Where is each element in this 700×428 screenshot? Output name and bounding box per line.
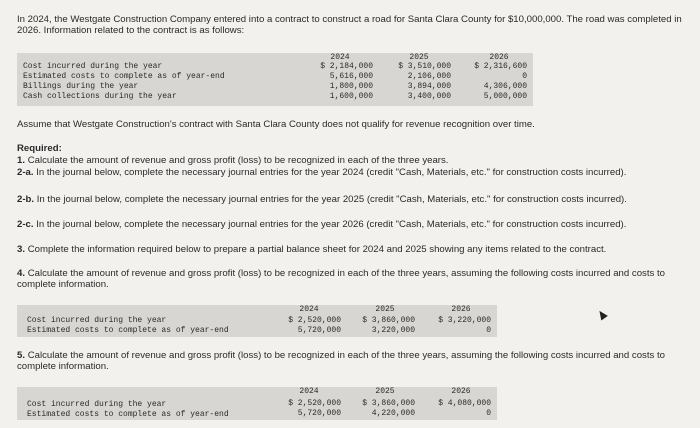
cell-value: 1,600,000 [329, 92, 373, 101]
row-label-cost-incurred: Cost incurred during the year [23, 62, 163, 71]
row-label-cost-incurred: Cost incurred during the year [27, 400, 167, 409]
cell-value: 5,720,000 [297, 409, 341, 418]
intro-paragraph: In 2024, the Westgate Construction Company entered into a contract to construct a road for Santa Clara County for $10,000,000. The road was completed in 2026. Information related to the contract is as follows: [17, 14, 682, 37]
mouse-pointer-icon [596, 309, 608, 321]
cell-value: 1,800,000 [329, 82, 373, 91]
assumption-text: Assume that Westgate Construction's contract with Santa Clara County does not qualify for revenue recognition over time. [17, 119, 535, 130]
cell-value: $ 3,510,000 [398, 62, 451, 71]
cell-value: $ 2,316,600 [474, 62, 527, 71]
cell-value: $ 3,860,000 [362, 316, 415, 325]
cell-value: 0 [522, 72, 527, 81]
cell-value: $ 2,520,000 [288, 399, 341, 408]
required-item-5: 5. Calculate the amount of revenue and gross profit (loss) to be recognized in each of the three years, assuming the following costs incurred and costs to complete information. [17, 350, 665, 373]
year-header-2026: 2026 [451, 387, 471, 396]
row-label-billings: Billings during the year [23, 82, 139, 91]
required-item-2c: 2-c. In the journal below, complete the necessary journal entries for the year 2026 (credit "Cash, Materials, etc." for construction costs incurred). [17, 219, 627, 230]
contract-info-table-3 [17, 387, 497, 420]
cell-value: 3,894,000 [407, 82, 451, 91]
cell-value: $ 4,080,000 [438, 399, 491, 408]
row-label-estimated-costs: Estimated costs to complete as of year-end [27, 326, 229, 335]
cell-value: $ 2,184,000 [320, 62, 373, 71]
cell-value: 4,306,000 [483, 82, 527, 91]
year-header-2024: 2024 [299, 387, 319, 396]
year-header-2025: 2025 [375, 387, 395, 396]
year-header-2024: 2024 [330, 53, 350, 62]
cell-value: 4,220,000 [371, 409, 415, 418]
cell-value: 0 [486, 409, 491, 418]
cell-value: 5,720,000 [297, 326, 341, 335]
cell-value: 5,616,000 [329, 72, 373, 81]
cell-value: 5,000,000 [483, 92, 527, 101]
cell-value: $ 3,220,000 [438, 316, 491, 325]
year-header-2026: 2026 [489, 53, 509, 62]
row-label-cash-collections: Cash collections during the year [23, 92, 177, 101]
cell-value: 2,106,000 [407, 72, 451, 81]
required-item-1: 1. Calculate the amount of revenue and gross profit (loss) to be recognized in each of the three years. [17, 155, 449, 166]
cell-value: 0 [486, 326, 491, 335]
required-item-4: 4. Calculate the amount of revenue and gross profit (loss) to be recognized in each of the three years, assuming the following costs incurred and costs to complete information. [17, 268, 665, 291]
year-header-2026: 2026 [451, 305, 471, 314]
required-item-3: 3. Complete the information required below to prepare a partial balance sheet for 2024 and 2025 showing any items related to the contract. [17, 244, 607, 255]
cell-value: $ 3,860,000 [362, 399, 415, 408]
required-heading: Required: [17, 143, 62, 154]
cell-value: 3,400,000 [407, 92, 451, 101]
cell-value: 3,220,000 [371, 326, 415, 335]
row-label-estimated-costs: Estimated costs to complete as of year-end [23, 72, 225, 81]
required-item-2b: 2-b. In the journal below, complete the necessary journal entries for the year 2025 (credit "Cash, Materials, etc." for construction costs incurred). [17, 194, 627, 205]
contract-info-table-2 [17, 305, 497, 337]
year-header-2025: 2025 [409, 53, 429, 62]
required-item-2a: 2-a. In the journal below, complete the necessary journal entries for the year 2024 (credit "Cash, Materials, etc." for construction costs incurred). [17, 167, 627, 178]
row-label-cost-incurred: Cost incurred during the year [27, 316, 167, 325]
year-header-2025: 2025 [375, 305, 395, 314]
cell-value: $ 2,520,000 [288, 316, 341, 325]
contract-info-table-1 [17, 53, 533, 106]
year-header-2024: 2024 [299, 305, 319, 314]
row-label-estimated-costs: Estimated costs to complete as of year-end [27, 410, 229, 419]
